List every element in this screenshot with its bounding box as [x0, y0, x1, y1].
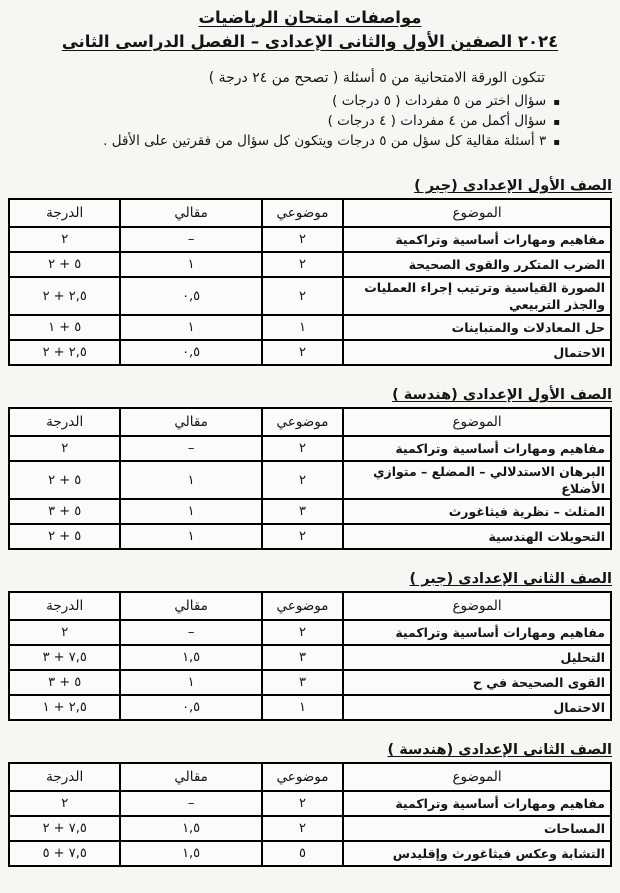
cell-topic: مفاهيم ومهارات أساسية وتراكمية [343, 436, 611, 461]
exam-section [8, 176, 612, 366]
cell-grade: ٥ + ١ [9, 315, 120, 340]
column-header-essay: مقالي [120, 199, 261, 227]
column-header-objective: موضوعي [262, 763, 343, 791]
cell-grade: ٢ [9, 227, 120, 252]
cell-essay: – [120, 620, 261, 645]
document-subtitle: ٢٠٢٤ الصفين الأول والثانى الإعدادى – الفصل الدراسى الثانى [61, 32, 559, 51]
section-title: الصف الأول الإعدادى (هندسة ) [392, 387, 612, 403]
bullet-item [8, 112, 560, 132]
header-row [9, 763, 611, 791]
cell-essay: ١,٥ [120, 841, 261, 866]
document-header [8, 6, 612, 54]
cell-objective: ٢ [262, 461, 343, 499]
cell-grade: ٢,٥ + ٢ [9, 277, 120, 315]
cell-topic: التشابة وعكس فيثاغورث وإقليدس [343, 841, 611, 866]
intro-block [8, 68, 612, 152]
table-row [9, 340, 611, 365]
column-header-topic: الموضوع [343, 592, 611, 620]
cell-essay: ١ [120, 524, 261, 549]
cell-essay: ١ [120, 499, 261, 524]
bullet-square-icon: ▪ [553, 97, 560, 108]
table-row [9, 695, 611, 720]
spec-table [8, 407, 612, 550]
cell-essay: ١ [120, 252, 261, 277]
cell-objective: ٢ [262, 620, 343, 645]
cell-grade: ٢ [9, 436, 120, 461]
cell-topic: مفاهيم ومهارات أساسية وتراكمية [343, 227, 611, 252]
cell-essay: – [120, 791, 261, 816]
column-header-grade: الدرجة [9, 763, 120, 791]
cell-grade: ٧,٥ + ٣ [9, 645, 120, 670]
cell-objective: ٢ [262, 252, 343, 277]
column-header-objective: موضوعي [262, 592, 343, 620]
cell-grade: ٥ + ٢ [9, 524, 120, 549]
cell-objective: ٢ [262, 340, 343, 365]
cell-objective: ٢ [262, 227, 343, 252]
cell-grade: ٥ + ٢ [9, 461, 120, 499]
table-row [9, 277, 611, 315]
cell-essay: ١,٥ [120, 645, 261, 670]
cell-objective: ٢ [262, 524, 343, 549]
cell-grade: ٥ + ٣ [9, 670, 120, 695]
cell-essay: ١ [120, 461, 261, 499]
cell-grade: ٢,٥ + ١ [9, 695, 120, 720]
cell-objective: ٢ [262, 277, 343, 315]
cell-topic: البرهان الاستدلالي – المضلع – متوازي الأضلاع [343, 461, 611, 499]
cell-essay: ٠,٥ [120, 695, 261, 720]
cell-grade: ٧,٥ + ٢ [9, 816, 120, 841]
column-header-grade: الدرجة [9, 199, 120, 227]
bullet-list [8, 92, 560, 152]
table-row [9, 461, 611, 499]
cell-topic: مفاهيم ومهارات أساسية وتراكمية [343, 791, 611, 816]
table-row [9, 227, 611, 252]
cell-topic: القوى الصحيحة في ح [343, 670, 611, 695]
bullet-item [8, 132, 560, 152]
header-row [9, 199, 611, 227]
section-title: الصف الأول الإعدادى (جبر ) [414, 178, 612, 194]
bullet-square-icon: ▪ [553, 117, 560, 128]
table-row [9, 645, 611, 670]
cell-topic: حل المعادلات والمتباينات [343, 315, 611, 340]
column-header-topic: الموضوع [343, 408, 611, 436]
cell-essay: – [120, 227, 261, 252]
cell-grade: ٧,٥ + ٥ [9, 841, 120, 866]
exam-section [8, 740, 612, 867]
column-header-objective: موضوعي [262, 199, 343, 227]
table-row [9, 670, 611, 695]
table-row [9, 252, 611, 277]
table-row [9, 436, 611, 461]
cell-essay: ٠,٥ [120, 277, 261, 315]
cell-objective: ٣ [262, 645, 343, 670]
section-title: الصف الثانى الإعدادى (جبر ) [409, 571, 612, 587]
column-header-essay: مقالي [120, 763, 261, 791]
cell-objective: ٢ [262, 791, 343, 816]
table-row [9, 816, 611, 841]
bullet-text: سؤال اختر من ٥ مفردات ( ٥ درجات ) [332, 93, 547, 109]
spec-table [8, 762, 612, 867]
cell-objective: ٥ [262, 841, 343, 866]
cell-essay: – [120, 436, 261, 461]
cell-topic: التحويلات الهندسية [343, 524, 611, 549]
column-header-essay: مقالي [120, 592, 261, 620]
bullet-square-icon: ▪ [553, 137, 560, 148]
column-header-grade: الدرجة [9, 408, 120, 436]
cell-essay: ١ [120, 315, 261, 340]
cell-grade: ٢,٥ + ٢ [9, 340, 120, 365]
table-row [9, 791, 611, 816]
spec-table [8, 591, 612, 721]
column-header-grade: الدرجة [9, 592, 120, 620]
cell-topic: الاحتمال [343, 340, 611, 365]
cell-essay: ٠,٥ [120, 340, 261, 365]
cell-objective: ٣ [262, 670, 343, 695]
cell-topic: مفاهيم ومهارات أساسية وتراكمية [343, 620, 611, 645]
header-row [9, 408, 611, 436]
cell-topic: المساحات [343, 816, 611, 841]
table-row [9, 499, 611, 524]
table-row [9, 315, 611, 340]
intro-lead: تتكون الورقة الامتحانية من ٥ أسئلة ( تصحح من ٢٤ درجة ) [208, 70, 545, 86]
cell-essay: ١ [120, 670, 261, 695]
cell-objective: ١ [262, 315, 343, 340]
column-header-objective: موضوعي [262, 408, 343, 436]
cell-topic: الاحتمال [343, 695, 611, 720]
cell-objective: ٢ [262, 436, 343, 461]
column-header-topic: الموضوع [343, 763, 611, 791]
sections-container [8, 176, 612, 867]
cell-grade: ٥ + ٢ [9, 252, 120, 277]
cell-objective: ٣ [262, 499, 343, 524]
section-title: الصف الثانى الإعدادى (هندسة ) [387, 742, 612, 758]
cell-essay: ١,٥ [120, 816, 261, 841]
cell-topic: الضرب المتكرر والقوى الصحيحة [343, 252, 611, 277]
cell-objective: ١ [262, 695, 343, 720]
document-title: مواصفات امتحان الرياضيات [198, 8, 422, 27]
table-row [9, 524, 611, 549]
bullet-item [8, 92, 560, 112]
cell-grade: ٢ [9, 620, 120, 645]
column-header-essay: مقالي [120, 408, 261, 436]
cell-objective: ٢ [262, 816, 343, 841]
table-row [9, 620, 611, 645]
exam-section [8, 385, 612, 550]
cell-topic: التحليل [343, 645, 611, 670]
exam-section [8, 569, 612, 721]
spec-table [8, 198, 612, 366]
cell-grade: ٥ + ٣ [9, 499, 120, 524]
header-row [9, 592, 611, 620]
table-row [9, 841, 611, 866]
cell-topic: المثلث – نظرية فيثاغورث [343, 499, 611, 524]
cell-grade: ٢ [9, 791, 120, 816]
cell-topic: الصورة القياسية وترتيب إجراء العمليات والجذر التربيعي [343, 277, 611, 315]
bullet-text: سؤال أكمل من ٤ مفردات ( ٤ درجات ) [327, 113, 547, 129]
bullet-text: ٣ أسئلة مقالية كل سؤل من ٥ درجات ويتكون كل سؤال من فقرتين على الأقل . [103, 133, 547, 149]
column-header-topic: الموضوع [343, 199, 611, 227]
